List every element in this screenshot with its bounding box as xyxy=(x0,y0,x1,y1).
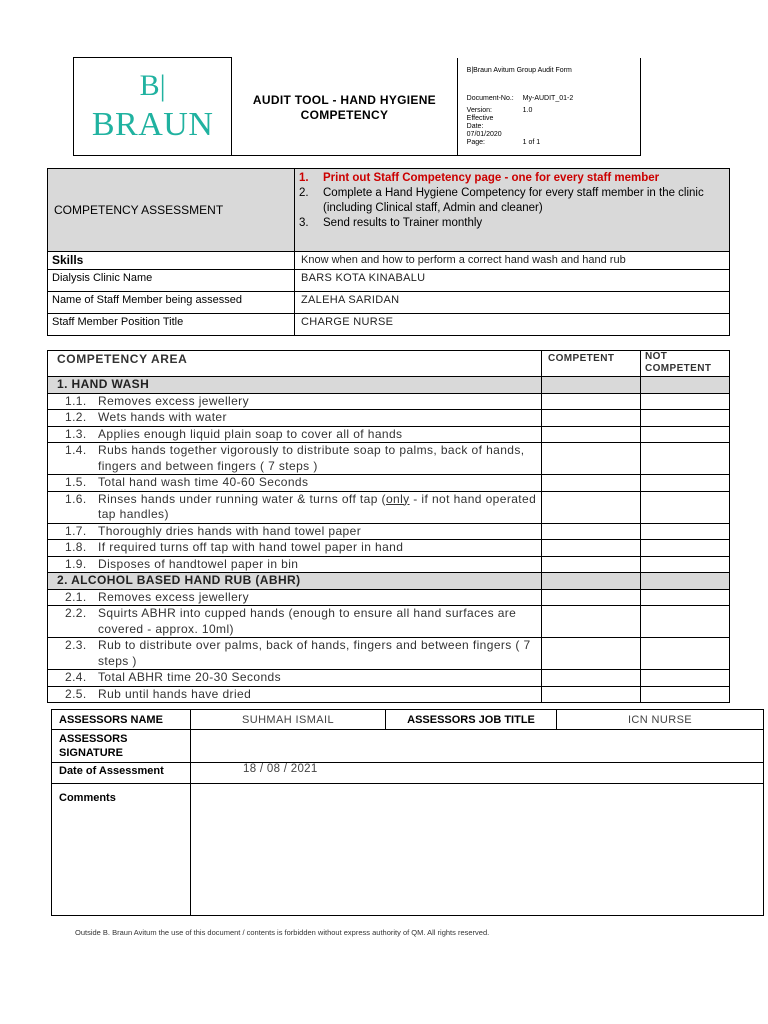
competency-item xyxy=(48,491,542,523)
competent-cell[interactable] xyxy=(542,475,641,492)
staff-label-cell xyxy=(48,292,295,314)
assessor-job-label: ASSESSORS JOB TITLE xyxy=(386,710,557,730)
not-competent-cell[interactable] xyxy=(641,410,730,427)
competency-assessment-cell xyxy=(48,169,295,252)
competency-item xyxy=(48,556,542,573)
competent-cell[interactable] xyxy=(542,426,641,443)
assessment-info-table xyxy=(47,168,730,336)
item-text xyxy=(98,492,541,523)
item-text: Wets hands with water xyxy=(98,410,227,424)
item-text-underlined: only xyxy=(385,491,410,506)
competent-cell[interactable] xyxy=(542,443,641,475)
competency-item xyxy=(48,393,542,410)
item-text: Squirts ABHR into cupped hands (enough to ensure all hand surfaces are covered - approx. 10ml) xyxy=(98,606,517,636)
assessor-table xyxy=(51,709,764,916)
staff-name-label: Name of Staff Member being assessed xyxy=(52,294,242,306)
instruction-item xyxy=(299,216,725,231)
title-line-1: AUDIT TOOL - HAND HYGIENE xyxy=(252,92,436,107)
item-number: 1.9. xyxy=(65,556,87,571)
section-title: 2. ALCOHOL BASED HAND RUB (ABHR) xyxy=(48,573,542,590)
item-text: Rubs hands together vigorously to distribute soap to palms, back of hands, fingers and between fingers ( 7 steps ) xyxy=(98,443,525,473)
not-competent-cell[interactable] xyxy=(641,638,730,670)
item-text: Rub until hands have dried xyxy=(98,686,252,701)
not-competent-cell[interactable] xyxy=(641,686,730,703)
comments-label: Comments xyxy=(52,784,191,916)
competent-cell[interactable] xyxy=(542,686,641,703)
title-line-2: COMPETENCY xyxy=(300,107,389,122)
clinic-name-value: BARS KOTA KINABALU xyxy=(301,272,426,284)
item-text: Removes excess jewellery xyxy=(98,393,249,408)
effective-value: 07/01/2020 xyxy=(466,130,502,138)
position-title-value: CHARGE NURSE xyxy=(301,316,394,328)
not-competent-header: NOT COMPETENT xyxy=(641,351,730,377)
item-number: 2.4. xyxy=(65,670,87,684)
assessor-job-value: ICN NURSE xyxy=(557,710,764,730)
position-value-cell xyxy=(295,314,730,336)
competent-cell[interactable] xyxy=(542,556,641,573)
competent-cell[interactable] xyxy=(542,589,641,606)
not-competent-cell[interactable] xyxy=(641,573,730,590)
not-competent-cell[interactable] xyxy=(641,475,730,492)
competency-item xyxy=(48,523,542,540)
logo-line-1: B| xyxy=(139,69,166,102)
competency-item xyxy=(48,638,542,670)
instruction-text: Send results to Trainer monthly xyxy=(323,217,483,229)
item-text: Disposes of handtowel paper in bin xyxy=(98,556,299,571)
competency-item xyxy=(48,670,542,687)
item-number: 1.6. xyxy=(65,491,87,506)
item-text: Total hand wash time 40-60 Seconds xyxy=(98,475,309,489)
position-label-cell xyxy=(48,314,295,336)
instruction-text: Complete a Hand Hygiene Competency for every staff member in the clinic (including Clinical staff, Admin and cleaner) xyxy=(323,187,704,214)
not-competent-cell[interactable] xyxy=(641,393,730,410)
competent-cell[interactable] xyxy=(542,491,641,523)
not-competent-cell[interactable] xyxy=(641,377,730,394)
competency-body xyxy=(48,377,730,703)
competent-cell[interactable] xyxy=(542,393,641,410)
item-number: 1.8. xyxy=(65,540,87,554)
page-label: Page: xyxy=(466,138,485,146)
meta-cell xyxy=(457,58,640,156)
skills-value-cell xyxy=(295,252,730,270)
competency-item xyxy=(48,410,542,427)
not-competent-cell[interactable] xyxy=(641,426,730,443)
item-number: 1.3. xyxy=(65,426,87,441)
document-meta xyxy=(458,58,640,147)
not-competent-cell[interactable] xyxy=(641,540,730,557)
bbraun-logo xyxy=(74,70,231,144)
instruction-num: 1. xyxy=(299,172,309,184)
section-row xyxy=(48,573,730,590)
assessment-date-cell[interactable] xyxy=(191,763,764,784)
section-title: 1. HAND WASH xyxy=(48,377,542,394)
position-title-label: Staff Member Position Title xyxy=(52,316,184,328)
competency-item xyxy=(48,443,542,475)
instructions-list xyxy=(295,169,729,231)
competency-table xyxy=(47,350,730,703)
not-competent-cell[interactable] xyxy=(641,523,730,540)
version-value: 1.0 xyxy=(522,106,533,114)
item-text: Total ABHR time 20-30 Seconds xyxy=(98,670,282,684)
competency-item xyxy=(48,606,542,638)
document-no-label: Document-No.: xyxy=(466,94,514,102)
document-header xyxy=(73,57,641,156)
instructions-cell xyxy=(295,169,730,252)
competency-assessment-label: COMPETENCY ASSESSMENT xyxy=(54,203,224,217)
comments-field[interactable] xyxy=(191,784,764,916)
instruction-item xyxy=(299,186,725,216)
logo-line-2: BRAUN xyxy=(91,106,214,143)
not-competent-cell[interactable] xyxy=(641,491,730,523)
not-competent-cell[interactable] xyxy=(641,606,730,638)
assessment-date-label: Date of Assessment xyxy=(52,763,191,784)
competent-cell[interactable] xyxy=(542,523,641,540)
item-number: 1.4. xyxy=(65,443,87,457)
item-text: If required turns off tap with hand towel paper in hand xyxy=(98,540,404,554)
instruction-text: Print out Staff Competency page - one for every staff member xyxy=(323,172,660,184)
competency-row xyxy=(48,443,730,475)
instruction-item xyxy=(299,171,725,186)
assessor-signature-field[interactable] xyxy=(191,730,764,763)
competent-cell[interactable] xyxy=(542,410,641,427)
effective-label-2: Date: xyxy=(466,122,484,130)
item-number: 2.1. xyxy=(65,589,87,604)
competency-row xyxy=(48,540,730,557)
assessor-signature-label: ASSESSORS SIGNATURE xyxy=(52,730,191,763)
clinic-label-cell xyxy=(48,270,295,292)
item-number: 2.5. xyxy=(65,686,87,701)
item-number: 1.1. xyxy=(65,393,87,408)
instruction-num: 2. xyxy=(299,187,309,199)
competency-row xyxy=(48,686,730,703)
competency-item xyxy=(48,475,542,492)
competent-cell[interactable] xyxy=(542,670,641,687)
not-competent-cell[interactable] xyxy=(641,443,730,475)
competency-row xyxy=(48,426,730,443)
competency-item xyxy=(48,686,542,703)
form-name: B|Braun Avitum Group Audit Form xyxy=(466,66,572,74)
item-text-part: - if not hand operated tap handles) xyxy=(98,491,537,521)
item-number: 1.2. xyxy=(65,410,87,424)
item-text: Rub to distribute over palms, back of hands, fingers and between fingers ( 7 steps ) xyxy=(98,638,531,668)
competency-item xyxy=(48,540,542,557)
assessor-name-label: ASSESSORS NAME xyxy=(52,710,191,730)
competency-row xyxy=(48,523,730,540)
competency-row xyxy=(48,606,730,638)
footer-note: Outside B. Braun Avitum the use of this document / contents is forbidden without express authority of QM. All rights reserved. xyxy=(75,928,490,937)
item-number: 2.2. xyxy=(65,606,87,620)
logo-cell xyxy=(74,58,232,156)
assessor-name-value: SUHMAH ISMAIL xyxy=(191,710,386,730)
clinic-value-cell xyxy=(295,270,730,292)
not-competent-cell[interactable] xyxy=(641,589,730,606)
competency-row xyxy=(48,491,730,523)
item-number: 2.3. xyxy=(65,638,87,652)
item-text: Removes excess jewellery xyxy=(98,589,249,604)
skills-label-cell xyxy=(48,252,295,270)
document-no-value: My-AUDIT_01-2 xyxy=(522,94,574,102)
competent-cell[interactable] xyxy=(542,540,641,557)
page-value: 1 of 1 xyxy=(522,138,541,146)
competency-row xyxy=(48,670,730,687)
item-text: Applies enough liquid plain soap to cover all of hands xyxy=(98,426,403,441)
competency-area-header: COMPETENCY AREA xyxy=(48,351,542,377)
item-text: Thoroughly dries hands with hand towel paper xyxy=(98,523,362,538)
assessment-date-value: 18 / 08 / 2021 xyxy=(243,763,318,775)
instruction-num: 3. xyxy=(299,217,309,229)
competency-row xyxy=(48,410,730,427)
competency-row xyxy=(48,556,730,573)
competency-row xyxy=(48,589,730,606)
competent-cell[interactable] xyxy=(542,573,641,590)
competency-row xyxy=(48,475,730,492)
not-competent-cell[interactable] xyxy=(641,670,730,687)
item-number: 1.5. xyxy=(65,475,87,489)
document-title xyxy=(232,58,456,123)
version-label: Version: xyxy=(466,106,492,114)
skills-label: Skills xyxy=(52,253,84,267)
competency-row xyxy=(48,393,730,410)
item-text-part: Rinses hands under running water & turns off tap ( xyxy=(98,491,386,506)
not-competent-cell[interactable] xyxy=(641,556,730,573)
competency-row xyxy=(48,638,730,670)
item-number: 1.7. xyxy=(65,523,87,538)
staff-value-cell xyxy=(295,292,730,314)
competent-cell[interactable] xyxy=(542,377,641,394)
competent-header: COMPETENT xyxy=(542,351,641,377)
competency-item xyxy=(48,426,542,443)
competent-cell[interactable] xyxy=(542,606,641,638)
staff-name-value: ZALEHA SARIDAN xyxy=(301,294,400,306)
section-row xyxy=(48,377,730,394)
title-cell xyxy=(232,58,457,156)
clinic-name-label: Dialysis Clinic Name xyxy=(52,272,153,284)
skills-value: Know when and how to perform a correct hand wash and hand rub xyxy=(301,254,626,266)
effective-label-1: Effective xyxy=(466,114,494,122)
competent-cell[interactable] xyxy=(542,638,641,670)
competency-item xyxy=(48,589,542,606)
